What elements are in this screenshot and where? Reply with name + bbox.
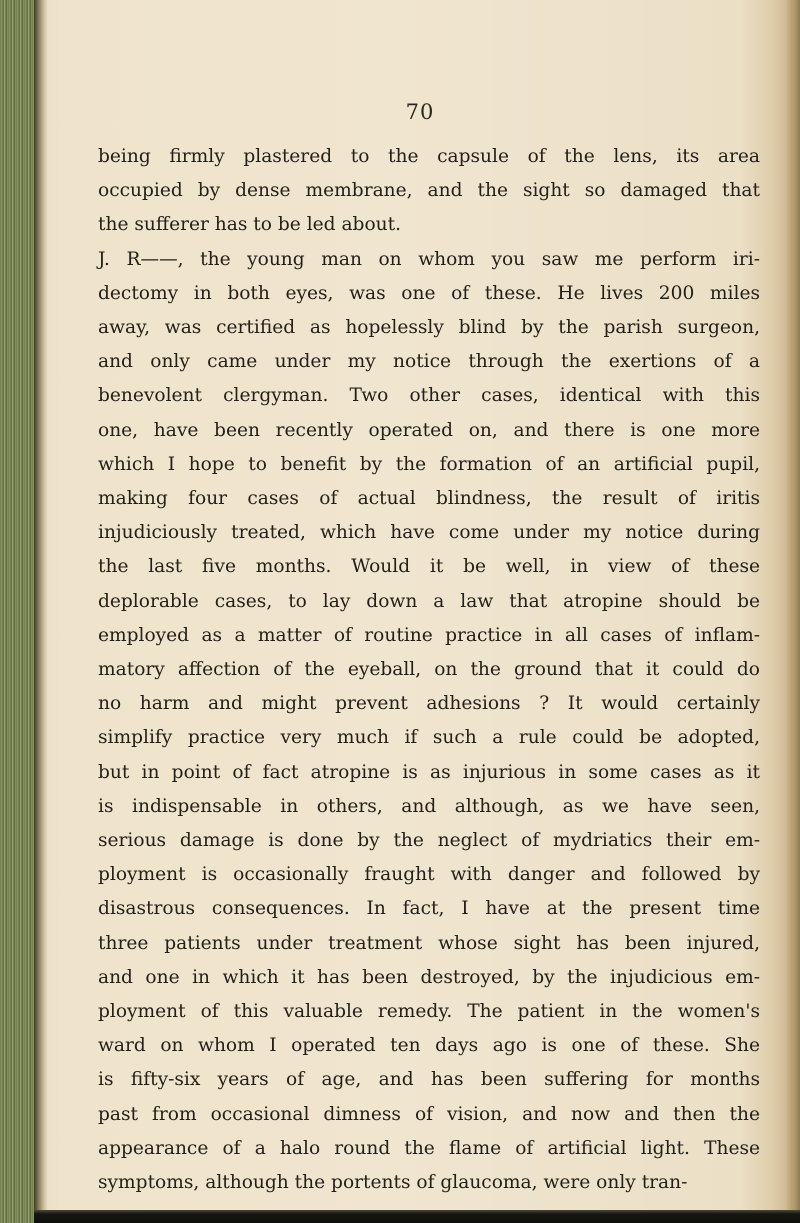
text-line: benevolent clergyman. Two other cases, identical with this — [98, 385, 760, 407]
text-line: making four cases of actual blindness, the result of iritis — [98, 488, 760, 510]
text-line: three patients under treatment whose sight has been injured, — [98, 932, 760, 954]
text-line: dectomy in both eyes, was one of these. He lives 200 miles — [98, 282, 760, 304]
text-line: appearance of a halo round the flame of artificial light. These — [98, 1137, 760, 1159]
book-spine — [0, 0, 34, 1223]
text-line: past from occasional dimness of vision, and now and then the — [98, 1103, 760, 1125]
text-line: deplorable cases, to lay down a law that atropine should be — [98, 590, 760, 612]
text-line: occupied by dense membrane, and the sight so damaged that — [98, 180, 760, 202]
text-line: ployment is occasionally fraught with danger and followed by — [98, 864, 760, 886]
text-line: being firmly plastered to the capsule of the lens, its area — [98, 146, 760, 167]
text-line: no harm and might prevent adhesions ? It would certainly — [98, 693, 760, 715]
text-line: and one in which it has been destroyed, by the injudicious em- — [98, 966, 760, 988]
text-line: serious damage is done by the neglect of mydriatics their em- — [98, 830, 760, 852]
page-edge — [786, 0, 800, 1223]
text-line: disastrous consequences. In fact, I have at the present time — [98, 898, 760, 920]
text-line: employed as a matter of routine practice in all cases of inflam- — [98, 624, 760, 646]
text-line: but in point of fact atropine is as injurious in some cases as it — [98, 761, 760, 783]
text-line: symptoms, although the portents of glaucoma, were only tran- — [98, 1172, 688, 1194]
text-line: ployment of this valuable remedy. The patient in the women's — [98, 1001, 760, 1023]
page-number: 70 — [405, 100, 435, 124]
text-line: the sufferer has to be led about. — [98, 214, 401, 236]
text-line: J. R——, the young man on whom you saw me perform iri- — [98, 248, 760, 270]
text-line: one, have been recently operated on, and there is one more — [98, 419, 760, 441]
text-line: simplify practice very much if such a rule could be adopted, — [98, 727, 760, 749]
text-line: ward on whom I operated ten days ago is one of these. She — [98, 1035, 760, 1057]
text-line: is fifty-six years of age, and has been suffering for months — [98, 1069, 760, 1091]
text-line: the last five months. Would it be well, in view of these — [98, 556, 760, 578]
text-line: and only came under my notice through the exertions of a — [98, 351, 760, 373]
bottom-edge — [34, 1210, 800, 1223]
text-line: injudiciously treated, which have come under my notice during — [98, 522, 760, 544]
text-line: matory affection of the eyeball, on the ground that it could do — [98, 659, 760, 681]
body-text — [98, 140, 760, 1200]
text-line: away, was certified as hopelessly blind by the parish surgeon, — [98, 317, 760, 339]
gutter-shadow — [34, 0, 48, 1223]
text-line: is indispensable in others, and although, as we have seen, — [98, 795, 760, 817]
text-line: which I hope to benefit by the formation of an artificial pupil, — [98, 453, 760, 475]
